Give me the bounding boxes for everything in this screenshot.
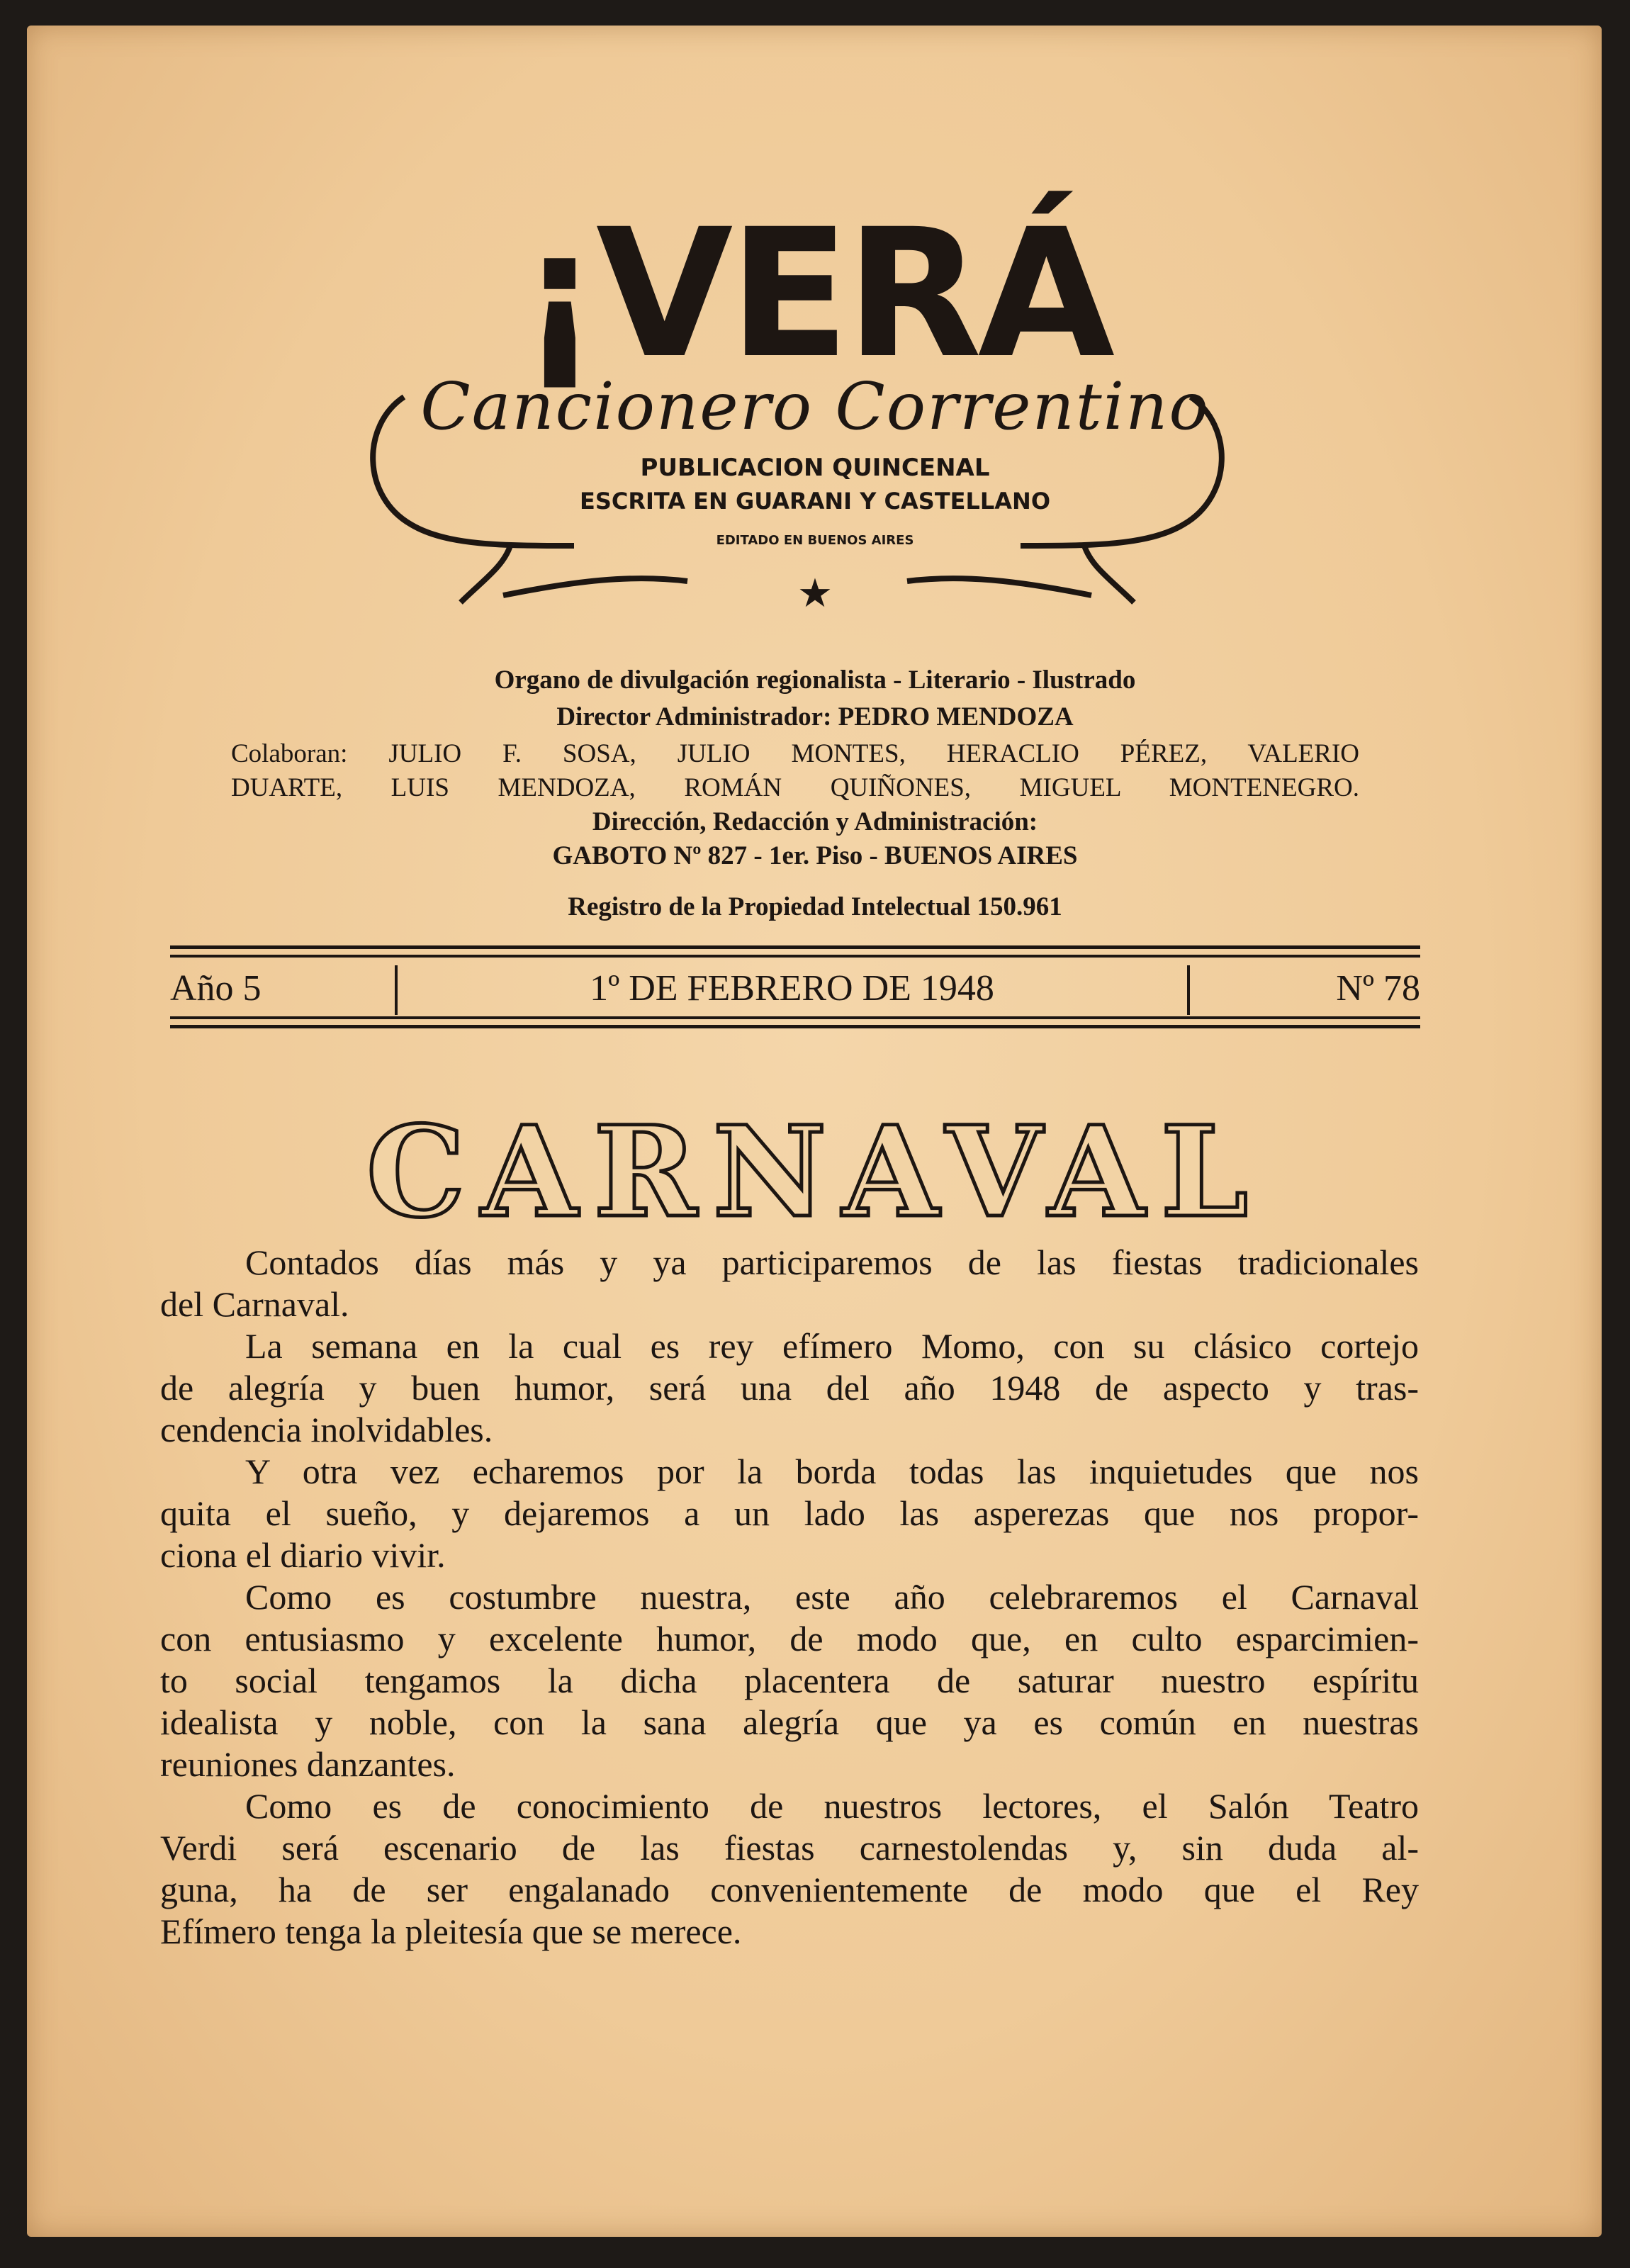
address: GABOTO Nº 827 - 1er. Piso - BUENOS AIRES — [552, 841, 1078, 870]
body-line: con entusiasmo y excelente humor, de modo que, en culto esparcimien- — [160, 1619, 1419, 1658]
body-line: de alegría y buen humor, será una del año 1948 de aspecto y tras- — [160, 1368, 1419, 1408]
body-line: quita el sueño, y dejaremos a un lado las asperezas que nos propor- — [160, 1493, 1419, 1533]
body-line: Como es costumbre nuestra, este año celebraremos el Carnaval — [245, 1577, 1419, 1617]
address-label: Dirección, Redacción y Administración: — [592, 807, 1038, 836]
masthead-line-3: EDITADO EN BUENOS AIRES — [716, 533, 914, 548]
collaborators-line-1: Colaboran: JULIO F. SOSA, JULIO MONTES, HERACLIO PÉREZ, VALERIO — [231, 739, 1359, 768]
body-line: reuniones danzantes. — [160, 1744, 456, 1784]
rule-bottom-1 — [170, 1016, 1420, 1019]
body-line: to social tengamos la dicha placentera de saturar nuestro espíritu — [160, 1661, 1419, 1700]
body-line: guna, ha de ser engalanado convenientemente de modo que el Rey — [160, 1870, 1419, 1909]
body-line: Efímero tenga la pleitesía que se merece. — [160, 1911, 742, 1951]
masthead-line-1: PUBLICACION QUINCENAL — [640, 454, 990, 482]
registry: Registro de la Propiedad Intelectual 150.961 — [568, 892, 1062, 921]
issue-number: Nº 78 — [1336, 968, 1420, 1009]
body-line: La semana en la cual es rey efímero Momo, con su clásico cortejo — [245, 1326, 1419, 1366]
body-line: del Carnaval. — [160, 1284, 349, 1324]
body-line: Como es de conocimiento de nuestros lectores, el Salón Teatro — [245, 1786, 1419, 1826]
masthead-script-title: Cancionero Correntino — [420, 369, 1210, 444]
body-line: cendencia inolvidables. — [160, 1410, 493, 1449]
star-icon: ★ — [797, 571, 833, 617]
organ-line: Organo de divulgación regionalista - Literario - Ilustrado — [494, 666, 1136, 695]
rule-top-1 — [170, 945, 1420, 949]
issue-date: 1º DE FEBRERO DE 1948 — [590, 968, 994, 1009]
rule-top-2 — [170, 955, 1420, 958]
collaborators-line-2: DUARTE, LUIS MENDOZA, ROMÁN QUIÑONES, MIGUEL MONTENEGRO. — [231, 773, 1359, 802]
article-body — [160, 1242, 1419, 1953]
divider — [1187, 965, 1190, 1015]
issue-year: Año 5 — [170, 968, 262, 1009]
masthead-logo: ¡VERÁ — [519, 191, 1111, 397]
masthead-line-2: ESCRITA EN GUARANI Y CASTELLANO — [579, 488, 1051, 515]
article-title: CARNAVAL — [366, 1099, 1264, 1245]
director-line: Director Administrador: PEDRO MENDOZA — [556, 702, 1074, 731]
rule-bottom-2 — [170, 1025, 1420, 1028]
body-line: Contados días más y ya participaremos de las fiestas tradicionales — [245, 1242, 1419, 1282]
body-line: ciona el diario vivir. — [160, 1535, 446, 1575]
body-line: Y otra vez echaremos por la borda todas las inquietudes que nos — [245, 1452, 1419, 1491]
body-line: idealista y noble, con la sana alegría que ya es común en nuestras — [160, 1702, 1419, 1742]
body-line: Verdi será escenario de las fiestas carnestolendas y, sin duda al- — [160, 1828, 1419, 1868]
